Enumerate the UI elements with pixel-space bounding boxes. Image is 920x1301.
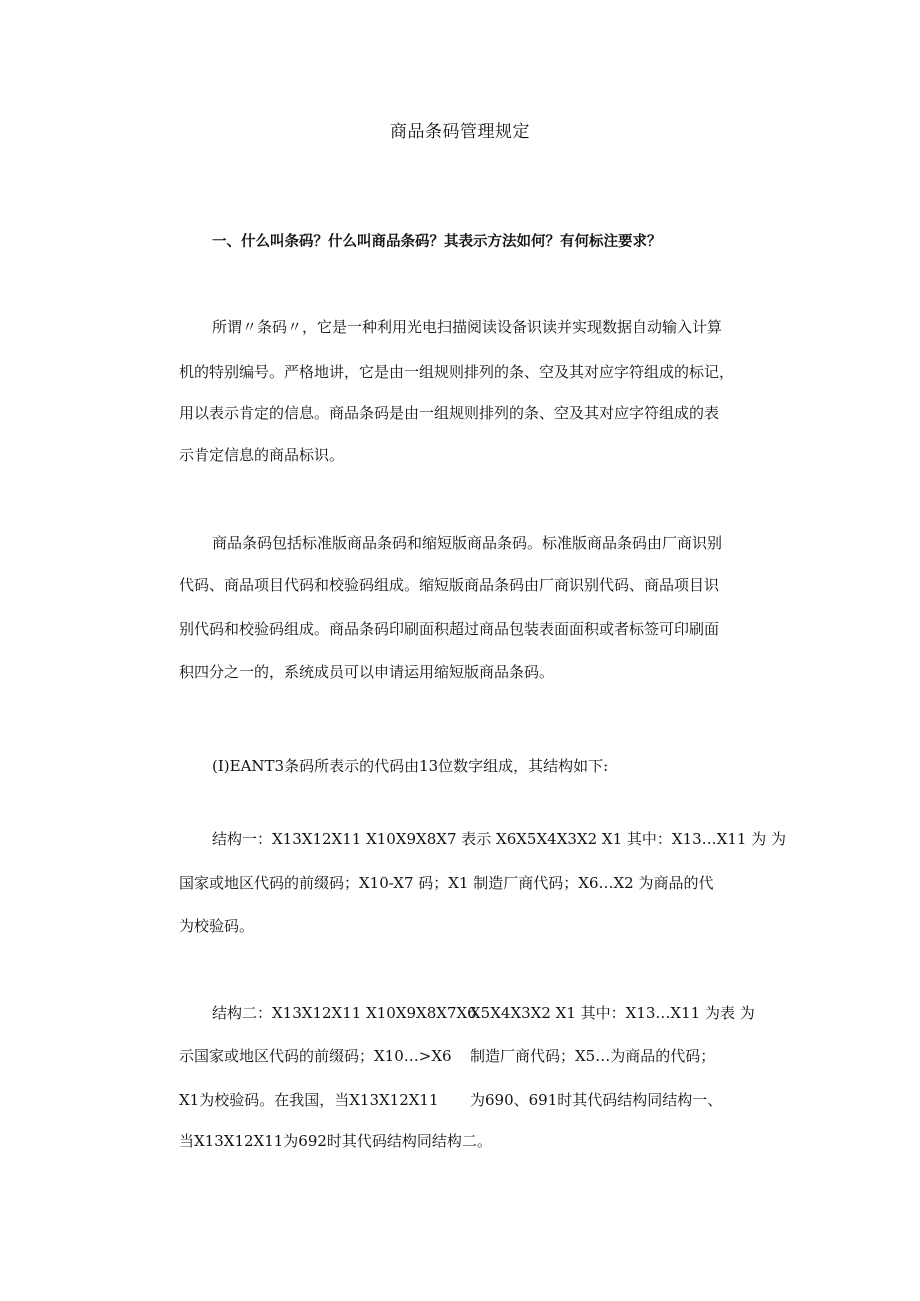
paragraph-2-line-3: 别代码和校验码组成。商品条码印刷面积超过商品包装表面面积或者标签可印刷面 [179,620,720,638]
structure-1-line-1: 结构一：X13X12X11 X10X9X8X7 表示 X6X5X4X3X2 X1 其中：X13…X11 为 为 [212,830,786,848]
paragraph-1-line-2: 机的特别编号。严格地讲，它是由一组规则排列的条、空及其对应字符组成的标记， [179,363,735,381]
paragraph-1-line-1: 所谓〃条码〃，它是一种利用光电扫描阅读设备识读并实现数据自动输入计算 [212,318,723,336]
structure-2-line-2a: 示国家或地区代码的前缀码；X10…>X6 [179,1047,452,1065]
paragraph-2-line-1: 商品条码包括标准版商品条码和缩短版商品条码。标准版商品条码由厂商识别 [212,534,723,552]
structure-1-line-3: 为校验码。 [179,917,255,935]
document-title: 商品条码管理规定 [390,122,530,142]
structure-2-line-3b: 为690、691时其代码结构同结构一、 [470,1091,723,1109]
structure-1-line-2: 国家或地区代码的前缀码；X10-X7 码；X1 制造厂商代码；X6…X2 为商品的代 [179,874,714,892]
paragraph-3: (I)EANT3条码所表示的代码由13位数字组成，其结构如下: [212,757,609,775]
structure-2-line-2b: 制造厂商代码；X5…为商品的代码； [470,1047,716,1065]
structure-2-line-4: 当X13X12X11为692时其代码结构同结构二。 [179,1132,492,1150]
structure-2-line-1a: 结构二：X13X12X11 X10X9X8X7X6 [212,1004,477,1022]
paragraph-2-line-2: 代码、商品项目代码和校验码组成。缩短版商品条码由厂商识别代码、商品项目识 [179,576,720,594]
structure-2-line-1b: X5X4X3X2 X1 其中：X13…X11 为表 为 [470,1004,755,1022]
section-heading: 一、什么叫条码？什么叫商品条码？其表示方法如何？有何标注要求？ [212,234,662,250]
paragraph-1-line-4: 示肯定信息的商品标识。 [179,446,345,464]
paragraph-1-line-3: 用以表示肯定的信息。商品条码是由一组规则排列的条、空及其对应字符组成的表 [179,404,720,422]
structure-2-line-3a: X1为校验码。在我国，当X13X12X11 [179,1091,439,1109]
paragraph-2-line-4: 积四分之一的，系统成员可以申请运用缩短版商品条码。 [179,663,555,681]
